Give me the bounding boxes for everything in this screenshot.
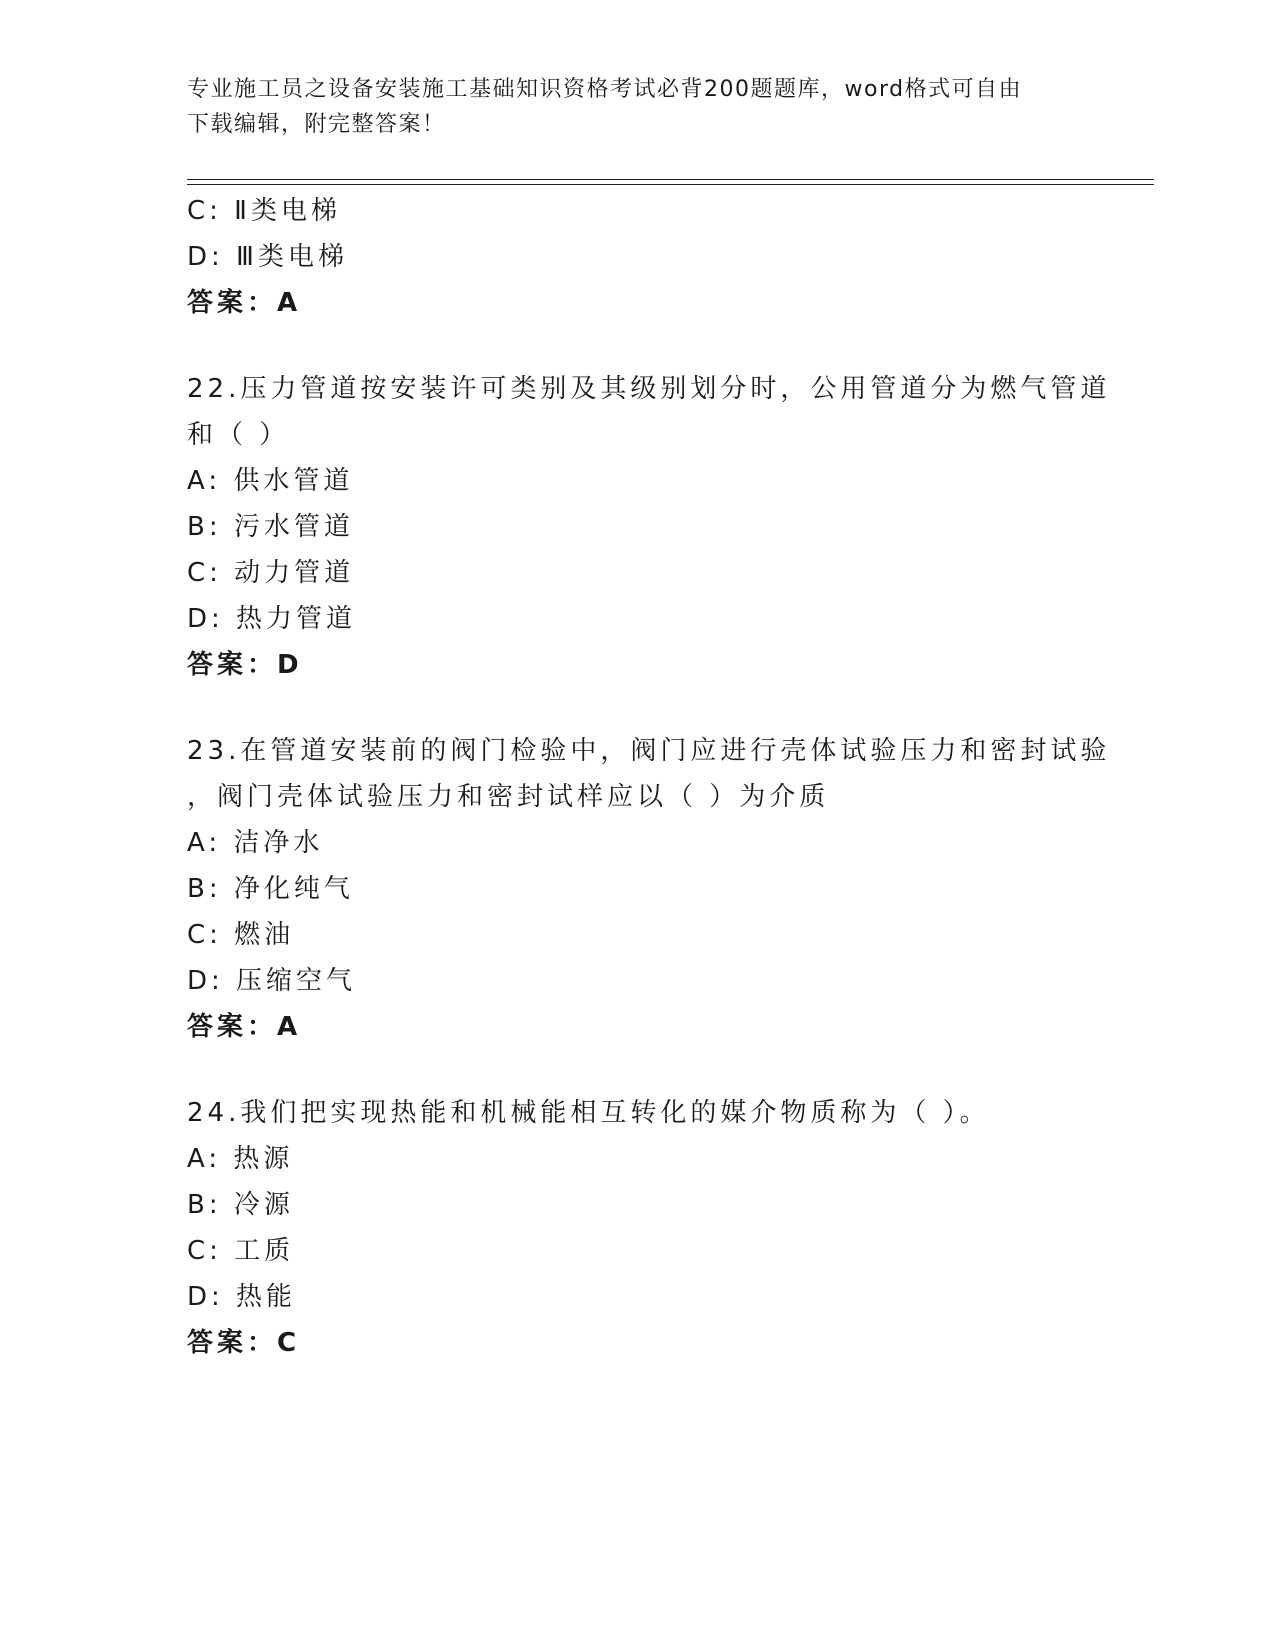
option-c: C: 工质	[187, 1236, 295, 1266]
answer: 答案：A	[187, 288, 302, 318]
header-divider-top	[187, 179, 1154, 180]
previous-question-tail	[187, 188, 1087, 326]
document-header	[187, 72, 1087, 142]
answer: 答案：C	[187, 1328, 301, 1358]
header-divider-bottom	[187, 184, 1154, 185]
answer: 答案：A	[187, 1012, 302, 1042]
option-d: D: Ⅲ类电梯	[187, 242, 348, 272]
option-a: A: 洁净水	[187, 828, 324, 858]
option-d: D: 热力管道	[187, 604, 357, 634]
option-c: C: 燃油	[187, 920, 295, 950]
question-text-line-2: 和（ ）	[187, 420, 290, 450]
question-24	[187, 1090, 1087, 1366]
option-c: C: 动力管道	[187, 558, 355, 588]
header-title-line-2: 下载编辑，附完整答案！	[187, 112, 446, 137]
question-list	[187, 188, 1111, 1366]
option-c: C: Ⅱ类电梯	[187, 196, 341, 226]
option-a: A: 供水管道	[187, 466, 354, 496]
question-text-line-1: 22.压力管道按安装许可类别及其级别划分时，公用管道分为燃气管道	[187, 374, 1111, 404]
option-b: B: 冷源	[187, 1190, 294, 1220]
question-text-line-1: 24.我们把实现热能和机械能相互转化的媒介物质称为（ ）。	[187, 1098, 990, 1128]
question-23	[187, 728, 1111, 1050]
question-22	[187, 366, 1111, 688]
question-text-line-1: 23.在管道安装前的阀门检验中，阀门应进行壳体试验压力和密封试验	[187, 736, 1111, 766]
option-d: D: 压缩空气	[187, 966, 357, 996]
question-text-line-2: ，阀门壳体试验压力和密封试样应以（ ）为介质	[187, 782, 830, 812]
option-a: A: 热源	[187, 1144, 294, 1174]
header-title-line-1: 专业施工员之设备安装施工基础知识资格考试必背200题题库，word格式可自由	[187, 77, 1023, 102]
option-b: B: 净化纯气	[187, 874, 354, 904]
answer: 答案：D	[187, 650, 303, 680]
option-b: B: 污水管道	[187, 512, 354, 542]
option-d: D: 热能	[187, 1282, 297, 1312]
